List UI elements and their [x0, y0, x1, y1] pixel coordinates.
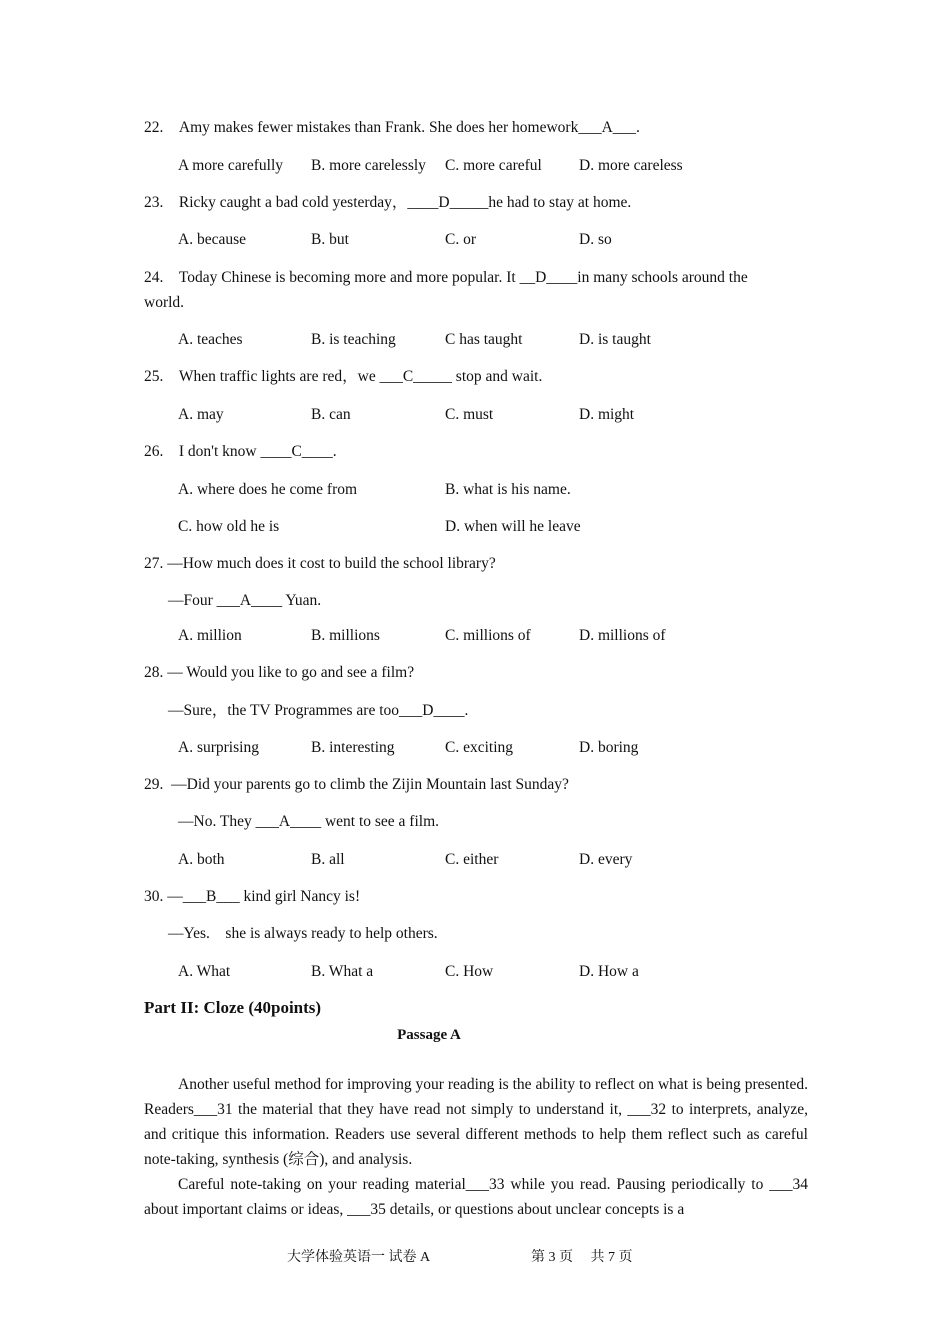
option-c: C. either: [445, 851, 499, 868]
option-b: B. all: [311, 851, 345, 868]
question-24: [144, 268, 748, 288]
option-a: A. million: [178, 627, 242, 644]
option-d: D. every: [579, 851, 633, 868]
question-number: 24.: [144, 269, 164, 286]
option-d: D. is taught: [579, 331, 651, 348]
option-a: A more carefully: [178, 157, 284, 174]
question-number: 25.: [144, 368, 164, 385]
question-28: [144, 663, 414, 683]
footer-course: 大学体验英语一 试卷 A: [287, 1250, 431, 1265]
question-26: [144, 442, 337, 462]
question-23: [144, 193, 631, 213]
option-d: D. more careless: [579, 157, 683, 174]
option-a: A. where does he come from: [178, 481, 358, 498]
option-b: B. What a: [311, 963, 374, 980]
option-a: A. surprising: [178, 739, 259, 756]
option-b: B. more carelessly: [311, 157, 426, 174]
dialogue-reply: —Yes. she is always ready to help others.: [168, 925, 438, 942]
option-b: B. what is his name.: [445, 481, 571, 498]
option-c: C. or: [445, 231, 476, 248]
option-c: C. more careful: [445, 157, 542, 174]
section-title: Part II: Cloze (40points): [144, 998, 322, 1017]
question-stem: When traffic lights are red，we ___C_____ stop and wait.: [178, 368, 543, 385]
option-d: D. boring: [579, 739, 639, 756]
dialogue-reply: —Sure，the TV Programmes are too___D____.: [168, 702, 469, 719]
question-number: 22.: [144, 119, 164, 136]
option-c: C. exciting: [445, 739, 514, 756]
option-a: A. teaches: [178, 331, 243, 348]
option-d: D. so: [579, 231, 612, 248]
question-number: 29.: [144, 776, 164, 793]
question-25: [144, 367, 542, 387]
passage-paragraph-1: Another useful method for improving your reading is the ability to reflect on what is being presented. Readers___31 the material that they have read not simply to understand it, ___32 to interprets, analyze, and critique this information. Readers use several different methods to help them reflect such as careful note-taking, synthesis (综合), and analysis.: [144, 1076, 808, 1168]
option-a: A. because: [178, 231, 246, 248]
question-number: 23.: [144, 194, 164, 211]
option-b: B. interesting: [311, 739, 395, 756]
option-a: A. both: [178, 851, 225, 868]
option-b: B. is teaching: [311, 331, 396, 348]
question-stem-continued: world.: [144, 294, 185, 311]
option-d: D. when will he leave: [445, 518, 581, 535]
option-b: B. millions: [311, 627, 380, 644]
option-c: C. how old he is: [178, 518, 280, 535]
question-29: [144, 775, 569, 795]
option-c: C has taught: [445, 331, 523, 348]
question-stem: Ricky caught a bad cold yesterday，____D_____he had to stay at home.: [178, 194, 632, 211]
question-27: [144, 554, 496, 574]
question-stem: —Did your parents go to climb the Zijin Mountain last Sunday?: [171, 776, 569, 793]
dialogue-reply: —No. They ___A____ went to see a film.: [178, 813, 440, 830]
question-stem: — Would you like to go and see a film?: [167, 664, 415, 681]
question-number: 28.: [144, 664, 164, 681]
question-stem: Today Chinese is becoming more and more popular. It __D____in many schools around the: [178, 269, 748, 286]
passage-title: Passage A: [397, 1027, 461, 1043]
question-stem: —How much does it cost to build the school library?: [167, 555, 496, 572]
footer-page-number: 第 3 页 共 7 页: [531, 1250, 633, 1265]
question-stem: I don't know ____C____.: [178, 443, 337, 460]
question-22: [144, 118, 640, 138]
option-b: B. but: [311, 231, 349, 248]
question-stem: —___B___ kind girl Nancy is!: [167, 888, 361, 905]
question-number: 26.: [144, 443, 164, 460]
option-c: C. millions of: [445, 627, 531, 644]
question-number: 30.: [144, 888, 164, 905]
option-d: D. might: [579, 406, 635, 423]
option-a: A. may: [178, 406, 224, 423]
option-d: D. How a: [579, 963, 639, 980]
question-number: 27.: [144, 555, 164, 572]
option-a: A. What: [178, 963, 231, 980]
option-d: D. millions of: [579, 627, 666, 644]
passage-paragraph-2: Careful note-taking on your reading material___33 while you read. Pausing periodically to ___34 about important claims or ideas, ___35 details, or questions about unclear concepts is a: [144, 1176, 808, 1218]
question-30: [144, 887, 360, 907]
question-stem: Amy makes fewer mistakes than Frank. She does her homework___A___.: [178, 119, 640, 136]
option-c: C. must: [445, 406, 494, 423]
option-b: B. can: [311, 406, 351, 423]
dialogue-reply: —Four ___A____ Yuan.: [168, 592, 322, 609]
option-c: C. How: [445, 963, 494, 980]
